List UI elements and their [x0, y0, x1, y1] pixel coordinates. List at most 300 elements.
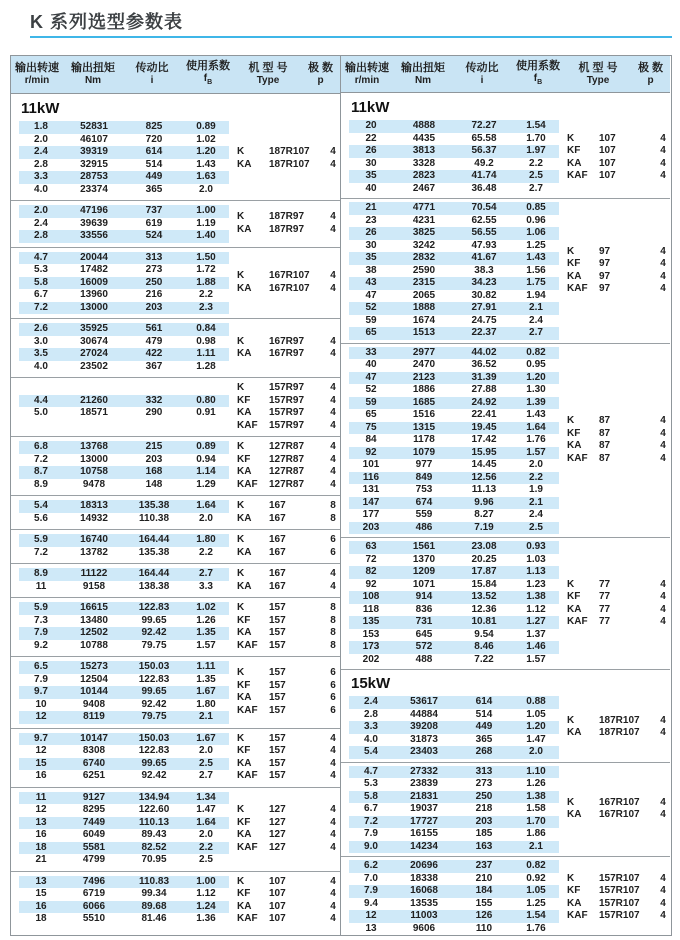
- model-prefix: KA: [237, 223, 252, 235]
- cell-ratio: 62.55: [471, 214, 497, 226]
- cell-speed: 11: [35, 580, 47, 592]
- model-number: 157: [269, 679, 286, 691]
- data-block: [11, 534, 340, 559]
- cell-service-factor: 1.47: [526, 733, 546, 745]
- cell-speed: 21: [365, 202, 377, 213]
- model-number: 157: [269, 627, 286, 638]
- model-number: 157: [269, 692, 286, 704]
- model-poles: 4: [330, 745, 336, 756]
- model-type: [237, 547, 340, 560]
- model-prefix: K: [237, 270, 245, 282]
- cell-ratio: 216: [145, 289, 163, 300]
- cell-speed: 13: [35, 875, 47, 887]
- model-prefix: KAF: [237, 704, 258, 716]
- table-row: [19, 568, 229, 581]
- block-rows: [341, 696, 559, 759]
- cell-service-factor: 1.67: [196, 732, 216, 744]
- cell-speed: 47: [365, 371, 377, 383]
- model-poles: 4: [660, 132, 666, 144]
- table-row: [19, 441, 229, 454]
- block-types: [559, 202, 670, 340]
- table-left-half: [11, 56, 340, 935]
- cell-ratio: 561: [145, 323, 163, 334]
- block-types: [559, 766, 670, 854]
- cell-service-factor: 2.3: [199, 301, 213, 313]
- model-number: 107: [599, 170, 616, 181]
- cell-torque: 2823: [412, 170, 436, 181]
- table-row: [19, 876, 229, 889]
- cell-speed: 6.5: [34, 661, 48, 672]
- table-row: [349, 145, 559, 158]
- model-type: [567, 797, 670, 810]
- table-row: [19, 134, 229, 147]
- model-number: 167R97: [269, 348, 305, 359]
- block-rows: [11, 602, 229, 652]
- cell-ratio: 148: [145, 478, 163, 490]
- model-type: [237, 270, 340, 283]
- cell-service-factor: 1.12: [526, 603, 546, 615]
- model-type: [237, 348, 340, 361]
- cell-ratio: 168: [145, 466, 163, 477]
- cell-ratio: 203: [475, 815, 493, 827]
- cell-torque: 1516: [412, 409, 436, 420]
- block-divider: [11, 656, 340, 657]
- data-block: [11, 876, 340, 926]
- model-type: [567, 727, 670, 740]
- cell-speed: 6.8: [34, 441, 48, 452]
- model-number: 157R97: [269, 419, 305, 431]
- cell-service-factor: 0.98: [196, 335, 216, 347]
- cell-torque: 35925: [80, 323, 108, 334]
- model-number: 87: [599, 427, 611, 439]
- cell-service-factor: 0.91: [196, 407, 216, 418]
- header-type: 机 型 号 Type: [248, 62, 288, 86]
- block-divider: [11, 247, 340, 248]
- cell-speed: 7.0: [364, 872, 378, 884]
- cell-speed: 2.4: [34, 217, 48, 229]
- model-prefix: KAF: [237, 419, 258, 431]
- cell-speed: 16: [35, 770, 47, 781]
- model-type: [237, 466, 340, 479]
- cell-ratio: 110.83: [138, 875, 170, 887]
- cell-speed: 16: [35, 829, 47, 840]
- cell-torque: 13960: [80, 289, 108, 300]
- cell-speed: 6.7: [364, 803, 378, 814]
- model-type: [237, 441, 340, 454]
- cell-torque: 13768: [80, 441, 108, 452]
- cell-service-factor: 1.54: [526, 910, 546, 921]
- cell-torque: 2832: [412, 252, 436, 263]
- page-title: K 系列选型参数表: [30, 12, 183, 32]
- table-row: [19, 661, 229, 674]
- model-prefix: KAF: [567, 170, 588, 181]
- cell-ratio: 479: [145, 335, 163, 347]
- cell-speed: 7.2: [364, 815, 378, 827]
- cell-torque: 16009: [80, 276, 108, 288]
- cell-ratio: 737: [145, 205, 163, 216]
- model-type: [237, 602, 340, 615]
- model-type: [237, 842, 340, 855]
- model-prefix: KA: [237, 627, 252, 638]
- model-type: [237, 500, 340, 513]
- model-number: 157R107: [599, 885, 640, 896]
- model-number: 157: [269, 614, 286, 626]
- model-type: [237, 804, 340, 817]
- cell-speed: 75: [365, 421, 377, 433]
- cell-speed: 10: [35, 698, 47, 710]
- table-row: [349, 290, 559, 303]
- block-rows: [11, 252, 229, 315]
- cell-speed: 59: [365, 314, 377, 326]
- cell-torque: 488: [415, 653, 433, 665]
- cell-ratio: 8.27: [474, 509, 494, 520]
- cell-torque: 17727: [410, 815, 438, 827]
- block-types: [229, 205, 340, 243]
- cell-service-factor: 1.02: [196, 602, 216, 613]
- cell-service-factor: 1.43: [526, 252, 546, 263]
- table-row: [19, 205, 229, 218]
- cell-ratio: 15.84: [471, 578, 497, 590]
- cell-speed: 92: [365, 446, 377, 458]
- cell-torque: 20044: [80, 251, 108, 263]
- header-output-torque: 输出扭矩 Nm: [401, 61, 445, 86]
- table-row: [19, 395, 229, 408]
- cell-torque: 4771: [412, 202, 436, 213]
- cell-torque: 31873: [410, 733, 438, 745]
- cell-speed: 9.0: [364, 840, 378, 852]
- cell-speed: 15: [35, 757, 47, 769]
- cell-ratio: 514: [475, 708, 493, 720]
- model-poles: 4: [330, 158, 336, 170]
- model-type: [237, 901, 340, 914]
- cell-ratio: 92.42: [141, 698, 167, 710]
- cell-speed: 5.9: [34, 602, 48, 613]
- cell-service-factor: 1.05: [526, 708, 546, 720]
- header-service-factor: 使用系数 $f_B$: [186, 60, 230, 86]
- cell-service-factor: 1.20: [196, 146, 216, 157]
- cell-ratio: 56.37: [471, 145, 497, 156]
- cell-torque: 23502: [80, 360, 108, 372]
- data-block: [11, 205, 340, 243]
- cell-service-factor: 1.57: [526, 446, 546, 458]
- cell-service-factor: 1.20: [526, 721, 546, 732]
- cell-ratio: 99.65: [141, 757, 167, 769]
- model-prefix: K: [237, 382, 245, 393]
- block-types: [559, 120, 670, 195]
- cell-service-factor: 2.5: [199, 757, 213, 769]
- cell-service-factor: 2.0: [199, 183, 213, 195]
- cell-torque: 6049: [82, 829, 106, 840]
- model-prefix: KAF: [237, 841, 258, 853]
- model-prefix: K: [567, 578, 575, 590]
- cell-ratio: 110.38: [138, 512, 170, 524]
- cell-speed: 18: [35, 913, 47, 924]
- model-prefix: KA: [567, 809, 582, 821]
- cell-speed: 2.8: [364, 708, 378, 720]
- table-row: [349, 459, 559, 472]
- block-types: [229, 252, 340, 315]
- table-row: [19, 615, 229, 628]
- model-poles: 4: [660, 796, 666, 808]
- model-number: 167: [269, 568, 286, 579]
- model-prefix: KA: [567, 270, 582, 282]
- model-number: 87: [599, 452, 611, 464]
- model-prefix: KA: [237, 580, 252, 592]
- cell-torque: 15273: [80, 661, 108, 672]
- cell-speed: 131: [362, 484, 380, 495]
- model-poles: 4: [330, 568, 336, 579]
- table-row: [349, 265, 559, 278]
- cell-torque: 753: [415, 484, 433, 495]
- cell-torque: 6719: [82, 888, 106, 899]
- cell-service-factor: 1.02: [196, 133, 216, 145]
- model-prefix: KA: [567, 440, 582, 452]
- cell-service-factor: 1.14: [196, 466, 216, 477]
- model-type: [567, 246, 670, 259]
- model-poles: 4: [660, 897, 666, 909]
- model-prefix: K: [567, 245, 575, 257]
- cell-ratio: 41.67: [471, 252, 497, 263]
- table-row: [349, 721, 559, 734]
- cell-service-factor: 2.2: [199, 289, 213, 300]
- model-poles: 4: [330, 335, 336, 347]
- cell-ratio: 92.42: [141, 770, 167, 781]
- cell-speed: 7.9: [364, 885, 378, 896]
- model-number: 127R87: [269, 453, 305, 465]
- table-row: [349, 860, 559, 873]
- cell-torque: 2315: [412, 277, 436, 288]
- section-label: 11kW: [351, 99, 390, 116]
- data-block: [341, 766, 670, 854]
- model-number: 97: [599, 258, 611, 270]
- model-number: 77: [599, 616, 611, 627]
- model-prefix: KA: [567, 603, 582, 615]
- model-type: [237, 680, 340, 693]
- cell-ratio: 24.92: [471, 396, 497, 408]
- model-type: [237, 420, 340, 433]
- table-row: [19, 640, 229, 653]
- block-types: [229, 876, 340, 926]
- model-type: [237, 382, 340, 395]
- model-type: [237, 615, 340, 628]
- cell-service-factor: 2.7: [199, 770, 213, 781]
- block-divider: [11, 318, 340, 319]
- cell-ratio: 36.52: [471, 359, 497, 370]
- cell-ratio: 313: [145, 251, 163, 263]
- model-prefix: KF: [237, 816, 251, 828]
- data-block: [341, 202, 670, 340]
- cell-torque: 13000: [80, 301, 108, 313]
- cell-speed: 108: [362, 591, 380, 602]
- cell-ratio: 70.54: [471, 202, 497, 213]
- model-poles: 4: [660, 591, 666, 602]
- model-type: [237, 146, 340, 159]
- cell-service-factor: 1.54: [526, 120, 546, 131]
- cell-speed: 5.3: [364, 778, 378, 789]
- cell-ratio: 12.36: [471, 603, 497, 615]
- block-rows: [11, 121, 229, 196]
- cell-service-factor: 0.94: [196, 453, 216, 465]
- model-type: [237, 224, 340, 237]
- cell-speed: 3.5: [34, 348, 48, 359]
- cell-ratio: 268: [475, 746, 493, 757]
- model-poles: 8: [330, 602, 336, 613]
- cell-torque: 645: [415, 628, 433, 640]
- table-row: [349, 384, 559, 397]
- cell-torque: 21260: [80, 394, 108, 406]
- model-prefix: K: [237, 335, 245, 347]
- cell-torque: 52831: [80, 121, 108, 132]
- cell-ratio: 56.55: [471, 227, 497, 238]
- table-row: [349, 734, 559, 747]
- cell-speed: 5.9: [34, 534, 48, 545]
- cell-torque: 4435: [412, 132, 436, 144]
- model-poles: 4: [660, 245, 666, 257]
- block-rows: [11, 534, 229, 559]
- data-block: [11, 568, 340, 593]
- cell-ratio: 524: [145, 230, 163, 241]
- cell-speed: 4.0: [34, 360, 48, 372]
- cell-torque: 8295: [82, 804, 106, 815]
- cell-service-factor: 1.64: [196, 816, 216, 828]
- model-prefix: K: [237, 804, 245, 815]
- cell-speed: 2.6: [34, 323, 48, 334]
- cell-ratio: 8.46: [474, 641, 494, 652]
- model-number: 157: [269, 704, 286, 716]
- cell-service-factor: 1.94: [526, 289, 546, 301]
- cell-speed: 4.0: [364, 733, 378, 745]
- block-rows: [341, 766, 559, 854]
- model-poles: 4: [330, 223, 336, 235]
- cell-ratio: 99.34: [141, 888, 167, 899]
- model-poles: 4: [660, 603, 666, 615]
- cell-service-factor: 2.0: [199, 829, 213, 840]
- table-row: [349, 604, 559, 617]
- cell-torque: 20696: [410, 860, 438, 871]
- model-prefix: KAF: [567, 452, 588, 464]
- cell-service-factor: 1.38: [526, 591, 546, 602]
- cell-speed: 2.4: [34, 146, 48, 157]
- cell-speed: 35: [365, 170, 377, 181]
- cell-speed: 65: [365, 409, 377, 420]
- cell-service-factor: 2.1: [529, 496, 543, 508]
- table-row: [349, 910, 559, 923]
- model-prefix: K: [567, 415, 575, 427]
- cell-speed: 6.7: [34, 289, 48, 300]
- cell-service-factor: 1.75: [526, 277, 546, 288]
- cell-service-factor: 1.03: [526, 553, 546, 565]
- table-row: [349, 591, 559, 604]
- model-type: [567, 715, 670, 728]
- table-body-right: [341, 93, 670, 935]
- cell-torque: 10788: [80, 639, 108, 651]
- cell-ratio: 185: [475, 828, 493, 839]
- model-poles: 4: [660, 258, 666, 270]
- cell-speed: 52: [365, 302, 377, 313]
- table-row: [19, 817, 229, 830]
- model-type: [237, 513, 340, 526]
- model-type: [237, 159, 340, 172]
- cell-ratio: 38.3: [474, 264, 494, 276]
- cell-torque: 914: [415, 591, 433, 602]
- model-poles: 6: [330, 679, 336, 691]
- block-types: [229, 534, 340, 559]
- model-type: [567, 158, 670, 171]
- cell-speed: 9.7: [34, 686, 48, 697]
- cell-ratio: 110: [475, 922, 493, 934]
- cell-torque: 3825: [412, 227, 436, 238]
- table-row: [349, 579, 559, 592]
- model-prefix: KA: [567, 727, 582, 739]
- model-type: [237, 888, 340, 901]
- model-poles: 4: [660, 270, 666, 282]
- model-number: 107: [599, 145, 616, 156]
- cell-ratio: 65.58: [471, 132, 497, 144]
- cell-ratio: 215: [145, 441, 163, 452]
- model-prefix: KAF: [237, 478, 258, 490]
- model-type: [567, 428, 670, 441]
- model-prefix: KA: [237, 829, 252, 840]
- cell-service-factor: 2.1: [529, 302, 543, 313]
- block-rows: [341, 860, 559, 935]
- model-prefix: K: [237, 534, 245, 545]
- cell-speed: 82: [365, 566, 377, 577]
- model-poles: 4: [660, 578, 666, 590]
- model-prefix: KAF: [567, 910, 588, 921]
- model-number: 107: [599, 157, 616, 169]
- cell-torque: 23374: [80, 183, 108, 195]
- block-types: [559, 696, 670, 759]
- cell-ratio: 89.43: [141, 829, 167, 840]
- block-divider: [341, 856, 670, 857]
- cell-service-factor: 2.5: [199, 854, 213, 865]
- block-rows: [341, 347, 559, 535]
- cell-service-factor: 2.4: [529, 314, 543, 326]
- model-number: 157R97: [269, 394, 305, 406]
- cell-speed: 4.7: [364, 765, 378, 777]
- cell-service-factor: 0.89: [196, 441, 216, 452]
- cell-speed: 18: [35, 841, 47, 853]
- model-number: 167R107: [269, 270, 310, 282]
- model-poles: 4: [660, 170, 666, 181]
- cell-torque: 572: [415, 641, 433, 652]
- cell-speed: 13: [35, 816, 47, 828]
- cell-ratio: 126: [475, 910, 493, 921]
- cell-service-factor: 0.96: [526, 214, 546, 226]
- cell-service-factor: 2.0: [199, 512, 213, 524]
- cell-ratio: 72.27: [471, 120, 497, 131]
- cell-ratio: 365: [145, 183, 163, 195]
- model-type: [237, 667, 340, 680]
- block-divider: [341, 198, 670, 199]
- block-rows: [341, 120, 559, 195]
- cell-service-factor: 1.70: [526, 132, 546, 144]
- cell-service-factor: 1.10: [526, 765, 546, 777]
- model-number: 157: [269, 602, 286, 613]
- model-prefix: K: [237, 667, 245, 679]
- model-prefix: K: [237, 211, 245, 223]
- table-row: [19, 466, 229, 479]
- cell-torque: 7449: [82, 816, 106, 828]
- model-number: 187R97: [269, 223, 305, 235]
- cell-ratio: 619: [145, 217, 163, 229]
- model-poles: 4: [330, 394, 336, 406]
- table-row: [349, 170, 559, 183]
- block-rows: [11, 733, 229, 783]
- model-number: 127R87: [269, 466, 305, 477]
- cell-ratio: 31.39: [471, 371, 497, 383]
- data-block: [11, 441, 340, 491]
